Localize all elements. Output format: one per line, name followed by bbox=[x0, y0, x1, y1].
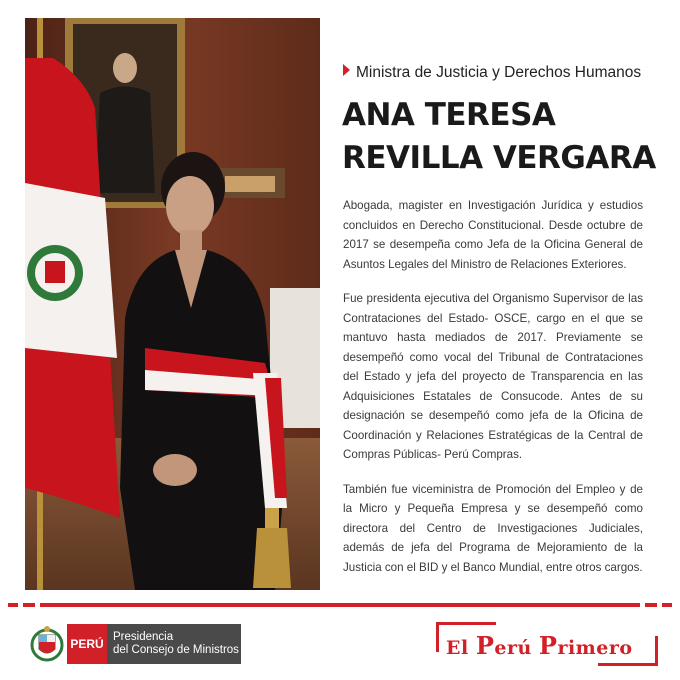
bio-paragraph-3: También fue viceministra de Promoción del Empleo y de la Micro y Pequeña Empresa y se desempeñó como directora del Centro de Investigaciones Judiciales, además de jefa del Programa de Mejoramiento de la Justicia con el BID y el Banco Mundial, entre otros cargos. bbox=[343, 482, 643, 574]
slogan-text: El Perú Primero bbox=[446, 631, 633, 660]
slogan-frame-right bbox=[655, 636, 658, 666]
name-line-1: ANA TERESA bbox=[342, 97, 556, 133]
triangle-bullet-icon bbox=[343, 64, 350, 76]
name-line-2: REVILLA VERGARA bbox=[342, 140, 656, 176]
dashed-separator bbox=[8, 603, 672, 607]
pcm-label-box: Presidencia del Consejo de Ministros bbox=[107, 624, 241, 664]
slogan-frame-bottom bbox=[598, 663, 658, 666]
peru-label-box: PERÚ bbox=[67, 624, 107, 664]
bio-paragraph-2: Fue presidenta ejecutiva del Organismo Supervisor de las Contrataciones del Estado- OSCE, cargo en el que se mantuvo hasta mediados de 2017. Previamente se desempeñó como vocal del Tribunal de Contrataciones del Estado y jefa del proyecto de Transparencia en las Adquisiciones Estatales de Consucode. Antes de su designación se desempeñó como jefa de la Oficina de Coordinación y Relaciones Estratégicas de la Central de Compras Públicas- Perú Compras. bbox=[343, 292, 643, 461]
person-name bbox=[342, 94, 662, 180]
coat-of-arms-icon bbox=[30, 625, 64, 663]
slogan-frame-top bbox=[436, 622, 496, 625]
position-title: Ministra de Justicia y Derechos Humanos bbox=[343, 64, 663, 82]
portrait-photo bbox=[25, 18, 320, 590]
slogan-logo bbox=[436, 622, 658, 666]
biography bbox=[343, 196, 643, 592]
slogan-frame-left bbox=[436, 622, 439, 652]
bio-paragraph-1: Abogada, magister en Investigación Jurídica y estudios concluidos en Derecho Constitucional. Desde octubre de 2017 se desempeña como Jefa de la Oficina General de Asuntos Legales del Ministro de Relaciones Exteriores. bbox=[343, 199, 643, 271]
